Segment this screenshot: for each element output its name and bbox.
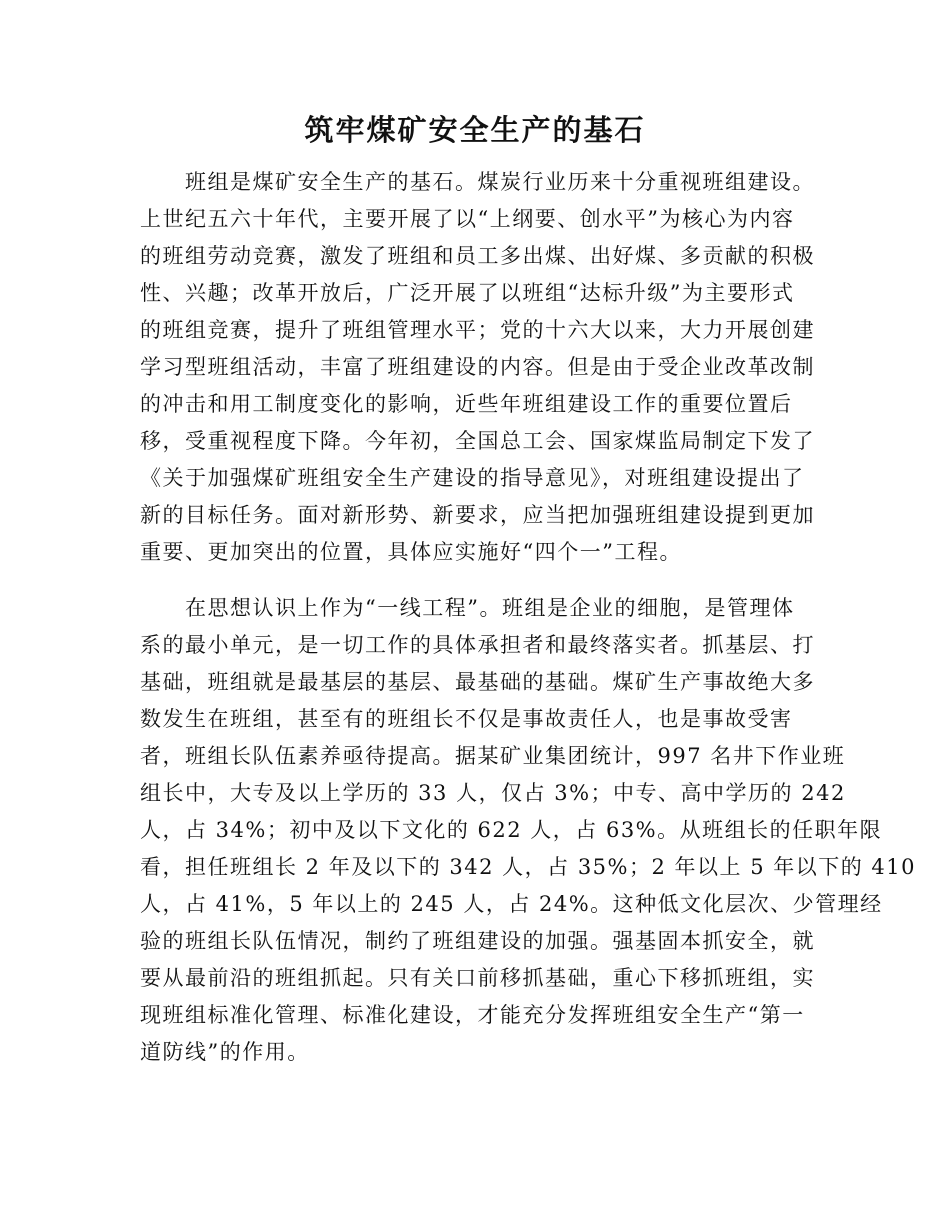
paragraph-line: 现班组标准化管理、标准化建设，才能充分发挥班组安全生产“第一 (140, 1003, 805, 1027)
paragraph-line: 上世纪五六十年代，主要开展了以“上纲要、创水平”为核心为内容 (140, 207, 795, 231)
paragraph-line: 新的目标任务。面对新形势、新要求，应当把加强班组建设提到更加 (140, 503, 815, 527)
document-title: 筑牢煤矿安全生产的基石 (304, 113, 646, 147)
paragraph-line: 人，占 41%，5 年以上的 245 人，占 24%。这种低文化层次、少管理经 (140, 892, 883, 916)
paragraph-line: 的班组劳动竞赛，激发了班组和员工多出煤、出好煤、多贡献的积极 (140, 244, 815, 268)
paragraph-line: 要从最前沿的班组抓起。只有关口前移抓基础，重心下移抓班组，实 (140, 966, 815, 990)
paragraph-line: 者，班组长队伍素养亟待提高。据某矿业集团统计，997 名井下作业班 (140, 744, 846, 768)
paragraph-2 (140, 590, 916, 1071)
paragraph-line: 系的最小单元，是一切工作的具体承担者和最终落实者。抓基层、打 (140, 633, 815, 657)
paragraph-line: 验的班组长队伍情况，制约了班组建设的加强。强基固本抓安全，就 (140, 929, 815, 953)
paragraph-line: 人，占 34%；初中及以下文化的 622 人，占 63%。从班组长的任职年限 (140, 818, 883, 842)
paragraph-line: 重要、更加突出的位置，具体应实施好“四个一”工程。 (140, 540, 682, 564)
paragraph-1 (140, 164, 815, 571)
paragraph-line: 《关于加强煤矿班组安全生产建设的指导意见》，对班组建设提出了 (140, 466, 805, 490)
paragraph-line: 班组是煤矿安全生产的基石。煤炭行业历来十分重视班组建设。 (140, 170, 815, 194)
paragraph-line: 学习型班组活动，丰富了班组建设的内容。但是由于受企业改革改制 (140, 355, 815, 379)
paragraph-line: 道防线”的作用。 (140, 1040, 310, 1064)
paragraph-line: 的班组竞赛，提升了班组管理水平；党的十六大以来，大力开展创建 (140, 318, 815, 342)
paragraph-line: 移，受重视程度下降。今年初，全国总工会、国家煤监局制定下发了 (140, 429, 815, 453)
paragraph-line: 在思想认识上作为“一线工程”。班组是企业的细胞，是管理体 (140, 596, 795, 620)
paragraph-line: 基础，班组就是最基层的基层、最基础的基础。煤矿生产事故绝大多 (140, 670, 815, 694)
paragraph-line: 看，担任班组长 2 年及以下的 342 人，占 35%；2 年以上 5 年以下的 410 (140, 855, 916, 879)
paragraph-line: 的冲击和用工制度变化的影响，近些年班组建设工作的重要位置后 (140, 392, 793, 416)
paragraph-line: 数发生在班组，甚至有的班组长不仅是事故责任人，也是事故受害 (140, 707, 793, 731)
paragraph-line: 性、兴趣；改革开放后，广泛开展了以班组“达标升级”为主要形式 (140, 281, 795, 305)
paragraph-line: 组长中，大专及以上学历的 33 人，仅占 3%；中专、高中学历的 242 (140, 781, 846, 805)
